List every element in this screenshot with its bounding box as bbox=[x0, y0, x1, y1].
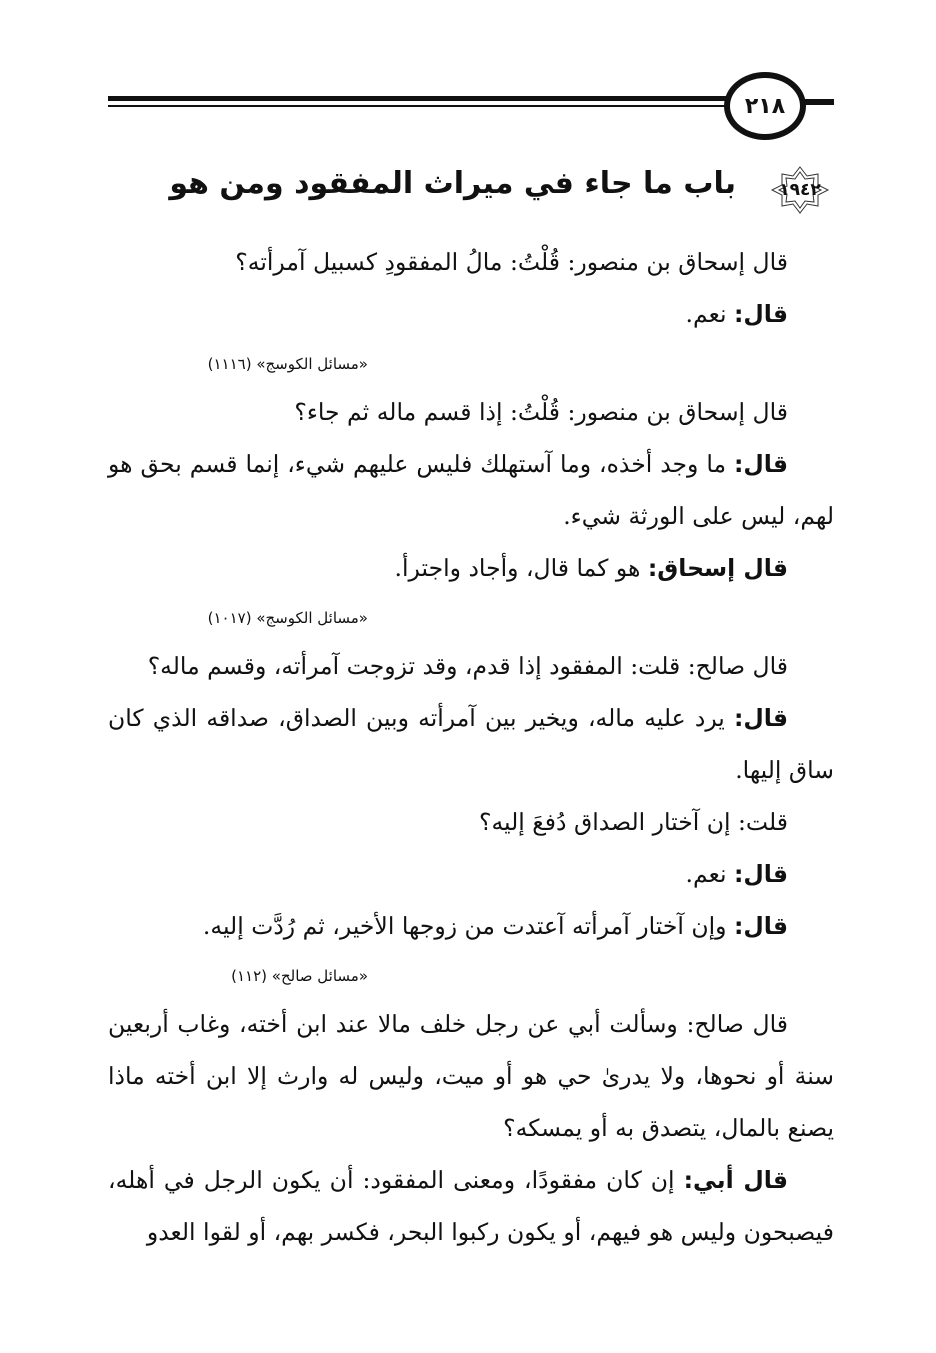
section-title: باب ما جاء في ميراث المفقود ومن هو bbox=[169, 166, 736, 201]
paragraph-text: يرد عليه ماله، ويخير بين آمرأته وبين الصداق، صداقه الذي كان ساق إليها. bbox=[108, 704, 834, 784]
paragraph-text: نعم. bbox=[685, 300, 734, 328]
paragraph-text: نعم. bbox=[685, 860, 734, 888]
speaker-label: قال: bbox=[734, 860, 788, 888]
speaker-label: قال: bbox=[734, 704, 788, 732]
paragraph-text: إن كان مفقودًا، ومعنى المفقود: أن يكون الرجل في أهله، فيصبحون وليس هو فيهم، أو يكون ركبوا البحر، فكسر بهم، أو لقوا العدو bbox=[108, 1166, 834, 1246]
source-citation: «مسائل الكوسج» (١١١٦) bbox=[207, 355, 368, 373]
paragraph-text: وإن آختار آمرأته آعتدت من زوجها الأخير، ثم رُدَّت إليه. bbox=[202, 912, 734, 940]
paragraph bbox=[108, 1154, 834, 1258]
paragraph bbox=[108, 386, 834, 438]
speaker-label: قال: bbox=[734, 912, 788, 940]
paragraph-text: قلت: إن آختار الصداق دُفعَ إليه؟ bbox=[478, 808, 788, 836]
paragraph-text: قال صالح: قلت: المفقود إذا قدم، وقد تزوجت آمرأته، وقسم ماله؟ bbox=[147, 652, 788, 680]
paragraph bbox=[108, 640, 834, 692]
body-text bbox=[108, 236, 834, 1258]
source-citation: «مسائل الكوسج» (١٠١٧) bbox=[207, 609, 368, 627]
speaker-label: قال أبي: bbox=[683, 1166, 788, 1194]
paragraph-text: هو كما قال، وأجاد واجترأ. bbox=[394, 554, 648, 582]
page-number-badge bbox=[724, 72, 806, 140]
page-number: ٢١٨ bbox=[744, 93, 786, 119]
paragraph-text: قال إسحاق بن منصور: قُلْتُ: مالُ المفقودِ كسبيل آمرأته؟ bbox=[235, 248, 788, 276]
section-number: ١٩٤٢ bbox=[779, 180, 821, 200]
paragraph bbox=[108, 848, 834, 900]
paragraph-text: قال صالح: وسألت أبي عن رجل خلف مالا عند ابن أخته، وغاب أربعين سنة أو نحوها، ولا يدرىٰ حي هو أو ميت، وليس له وارث إلا ابن أخته ماذا يصنع بالمال، يتصدق به أو يمسكه؟ bbox=[108, 1010, 834, 1142]
section-number-badge bbox=[768, 164, 832, 216]
paragraph bbox=[108, 692, 834, 796]
paragraph bbox=[108, 796, 834, 848]
paragraph bbox=[108, 542, 834, 594]
paragraph-text: ما وجد أخذه، وما آستهلك فليس عليهم شيء، إنما قسم بحق هو لهم، ليس على الورثة شيء. bbox=[108, 450, 834, 530]
header-rule-thin-line bbox=[108, 105, 728, 107]
paragraph bbox=[108, 438, 834, 542]
header-rule-thick-line bbox=[108, 96, 728, 101]
speaker-label: قال: bbox=[734, 300, 788, 328]
paragraph bbox=[108, 288, 834, 340]
speaker-label: قال إسحاق: bbox=[647, 554, 788, 582]
paragraph bbox=[108, 998, 834, 1154]
header-rule bbox=[108, 96, 728, 110]
source-citation: «مسائل صالح» (١١٢) bbox=[231, 967, 368, 985]
paragraph bbox=[108, 236, 834, 288]
paragraph bbox=[108, 900, 834, 952]
speaker-label: قال: bbox=[734, 450, 788, 478]
paragraph-text: قال إسحاق بن منصور: قُلْتُ: إذا قسم ماله ثم جاء؟ bbox=[294, 398, 788, 426]
